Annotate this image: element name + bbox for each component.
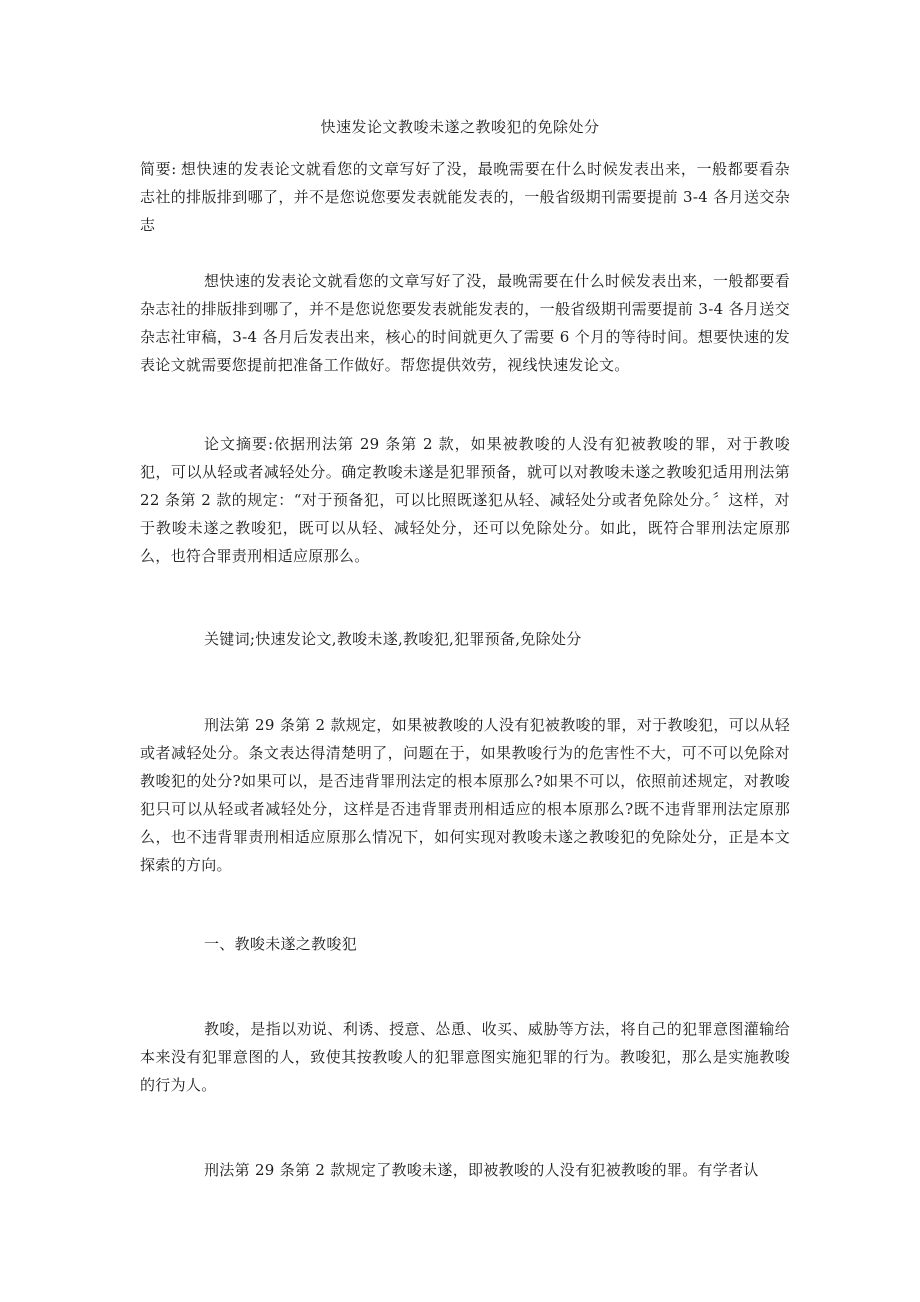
body-paragraph-3: 教唆，是指以劝说、利诱、授意、怂恿、收买、威胁等方法，将自己的犯罪意图灌输给本来没有犯罪意图的人，致使其按教唆人的犯罪意图实施犯罪的行为。教唆犯，那么是实施教唆的行为人。 <box>140 1020 790 1094</box>
summary-paragraph <box>140 155 790 239</box>
body-paragraph-1: 想快速的发表论文就看您的文章写好了没，最晚需要在什么时候发表出来，一般都要看杂志社的排版排到哪了，并不是您说您要发表就能发表的，一般省级期刊需要提前 3-4 各月送交杂志社审稿，3-4 各月后发表出来，核心的时间就更久了需要 6 个月的等待时间。想要快速的发表论文就需要您提前把准备工作做好。帮您提供效劳，视线快速发论文。 <box>140 272 790 374</box>
body-paragraph-2: 刑法第 29 条第 2 款规定，如果被教唆的人没有犯被教唆的罪，对于教唆犯，可以从轻或者减轻处分。条文表达得清楚明了，问题在于，如果教唆行为的危害性不大，可不可以免除对教唆犯的处分?如果可以，是否违背罪刑法定的根本原那么?如果不可以，依照前述规定，对教唆犯只可以从轻或者减轻处分，这样是否违背罪责刑相适应的根本原那么?既不违背罪刑法定原那么，也不违背罪责刑相适应原那么情况下，如何实现对教唆未遂之教唆犯的免除处分，正是本文探索的方向。 <box>140 716 790 874</box>
keywords-paragraph: 关键词;快速发论文,教唆未遂,教唆犯,犯罪预备,免除处分 <box>204 630 582 648</box>
body-paragraph-4: 刑法第 29 条第 2 款规定了教唆未遂，即被教唆的人没有犯被教唆的罪。有学者认 <box>204 1161 759 1179</box>
summary-label: 简要: <box>140 160 177 178</box>
abstract-paragraph: 论文摘要:依据刑法第 29 条第 2 款，如果被教唆的人没有犯被教唆的罪，对于教唆犯，可以从轻或者减轻处分。确定教唆未遂是犯罪预备，就可以对教唆未遂之教唆犯适用刑法第 22 条第 2 款的规定：“对于预备犯，可以比照既遂犯从轻、减轻处分或者免除处分。〞这样，对于教唆未遂之教唆犯，既可以从轻、减轻处分，还可以免除处分。如此，既符合罪刑法定原那么，也符合罪责刑相适应原那么。 <box>140 435 790 565</box>
section-heading-1: 一、教唆未遂之教唆犯 <box>204 935 358 953</box>
summary-text: 想快速的发表论文就看您的文章写好了没，最晚需要在什么时候发表出来，一般都要看杂志社的排版排到哪了，并不是您说您要发表就能发表的，一般省级期刊需要提前 3-4 各月送交杂志 <box>140 160 790 234</box>
document-title: 快速发论文教唆未遂之教唆犯的免除处分 <box>320 118 600 136</box>
